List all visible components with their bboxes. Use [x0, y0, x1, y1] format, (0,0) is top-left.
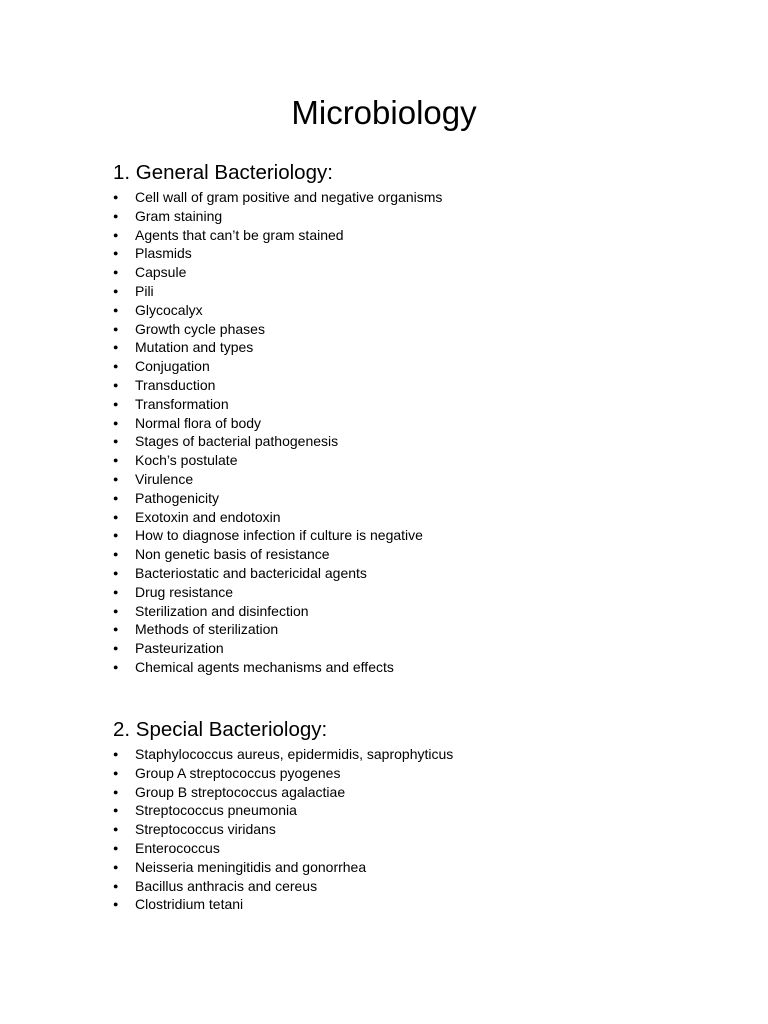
list-item-text: Non genetic basis of resistance	[135, 546, 330, 563]
bullet-icon: ●	[113, 473, 119, 484]
bullet-icon: ●	[113, 605, 119, 616]
list-item-text: Agents that can’t be gram stained	[135, 226, 344, 243]
list-item	[113, 301, 673, 320]
list-item-text: Enterococcus	[135, 839, 220, 856]
list-item	[113, 583, 673, 602]
list-item-text: Bacillus anthracis and cereus	[135, 877, 318, 894]
list-item	[113, 564, 673, 583]
bullet-icon: ●	[113, 304, 119, 315]
list-item-text: Conjugation	[135, 358, 210, 375]
bullet-icon: ●	[113, 861, 119, 872]
list-item	[113, 620, 673, 639]
bullet-icon: ●	[113, 323, 119, 334]
list-item	[113, 877, 673, 896]
list-item	[113, 451, 673, 470]
bullet-icon: ●	[113, 643, 119, 654]
bullet-icon: ●	[113, 786, 119, 797]
list-item	[113, 263, 673, 282]
bullet-icon: ●	[113, 586, 119, 597]
list-item	[113, 489, 673, 508]
bullet-icon: ●	[113, 767, 119, 778]
list-item	[113, 508, 673, 527]
page-title: Microbiology	[291, 94, 477, 131]
list-item-text: Mutation and types	[135, 339, 254, 356]
list-item	[113, 858, 673, 877]
bullet-icon: ●	[113, 267, 119, 278]
list-item-text: Chemical agents mechanisms and effects	[135, 658, 394, 675]
bullet-icon: ●	[113, 549, 119, 560]
bullet-icon: ●	[113, 749, 119, 759]
bullet-icon: ●	[113, 492, 119, 503]
list-item	[113, 839, 673, 858]
bullet-icon: ●	[113, 842, 119, 853]
list-item	[113, 658, 673, 677]
list-item-text: Virulence	[135, 470, 194, 487]
list-item-text: Stages of bacterial pathogenesis	[135, 433, 339, 450]
list-item-text: Group B streptococcus agalactiae	[135, 783, 346, 800]
list-item-text: Streptococcus viridans	[135, 821, 276, 838]
list-item-text: Drug resistance	[135, 583, 234, 600]
list-item	[113, 470, 673, 489]
list-item-text: Streptococcus pneumonia	[135, 802, 297, 819]
bullet-icon: ●	[113, 624, 119, 635]
list-item	[113, 526, 673, 545]
bullet-icon: ●	[113, 455, 119, 466]
list-item	[113, 545, 673, 564]
list-item-text: Gram staining	[135, 207, 223, 224]
list-item-text: Cell wall of gram positive and negative organisms	[135, 189, 443, 205]
list-item-text: Sterilization and disinfection	[135, 602, 309, 619]
list-item-text: Transformation	[135, 395, 229, 412]
list-item-text: Neisseria meningitidis and gonorrhea	[135, 858, 367, 875]
list-item	[113, 320, 673, 339]
bullet-icon: ●	[113, 361, 119, 372]
list-item	[113, 432, 673, 451]
list-item	[113, 207, 673, 226]
list-item	[113, 376, 673, 395]
bullet-icon: ●	[113, 398, 119, 409]
list-item-text: Exotoxin and endotoxin	[135, 508, 281, 525]
list-item	[113, 820, 673, 839]
list-item-text: Koch’s postulate	[135, 452, 238, 469]
bullet-icon: ●	[113, 805, 119, 816]
list-item-text: How to diagnose infection if culture is negative	[135, 527, 423, 544]
list-item	[113, 188, 673, 207]
list-item-text: Capsule	[135, 264, 187, 281]
list-item	[113, 414, 673, 433]
bullet-icon: ●	[113, 417, 119, 428]
section-heading: 2. Special Bacteriology:	[113, 718, 328, 741]
list-item-text: Bacteriostatic and bactericidal agents	[135, 564, 367, 581]
list-item	[113, 783, 673, 802]
bullet-icon: ●	[113, 899, 119, 910]
bullet-icon: ●	[113, 248, 119, 259]
list-item	[113, 244, 673, 263]
bullet-icon: ●	[113, 880, 119, 891]
list-item	[113, 602, 673, 621]
bullet-icon: ●	[113, 824, 119, 835]
list-item-text: Group A streptococcus pyogenes	[135, 764, 341, 781]
bullet-icon: ●	[113, 229, 119, 240]
list-item-text: Transduction	[135, 376, 216, 393]
bullet-icon: ●	[113, 285, 119, 296]
section-heading: 1. General Bacteriology:	[113, 161, 333, 184]
list-item-text: Clostridium tetani	[135, 896, 244, 913]
list-item-text: Pasteurization	[135, 640, 224, 657]
bullet-icon: ●	[113, 436, 119, 447]
bullet-icon: ●	[113, 511, 119, 522]
list-item-text: Plasmids	[135, 245, 192, 262]
bullet-icon: ●	[113, 192, 119, 202]
list-item	[113, 639, 673, 658]
list-item	[113, 801, 673, 820]
list-item	[113, 282, 673, 301]
list-item-text: Growth cycle phases	[135, 320, 265, 337]
list-item	[113, 338, 673, 357]
topic-list	[113, 745, 673, 914]
bullet-icon: ●	[113, 342, 119, 353]
bullet-icon: ●	[113, 379, 119, 390]
list-item	[113, 395, 673, 414]
bullet-icon: ●	[113, 567, 119, 578]
section-general-bacteriology	[113, 160, 673, 677]
list-item-text: Staphylococcus aureus, epidermidis, saprophyticus	[135, 746, 454, 762]
list-item	[113, 357, 673, 376]
list-item	[113, 764, 673, 783]
list-item-text: Pili	[135, 282, 154, 299]
list-item	[113, 745, 673, 764]
list-item	[113, 226, 673, 245]
bullet-icon: ●	[113, 661, 119, 672]
bullet-icon: ●	[113, 210, 119, 221]
list-item-text: Pathogenicity	[135, 489, 220, 506]
topic-list	[113, 188, 673, 677]
list-item-text: Methods of sterilization	[135, 621, 279, 638]
bullet-icon: ●	[113, 530, 119, 541]
section-special-bacteriology	[113, 717, 673, 914]
list-item-text: Normal flora of body	[135, 414, 262, 431]
list-item-text: Glycocalyx	[135, 301, 203, 318]
list-item	[113, 895, 673, 914]
